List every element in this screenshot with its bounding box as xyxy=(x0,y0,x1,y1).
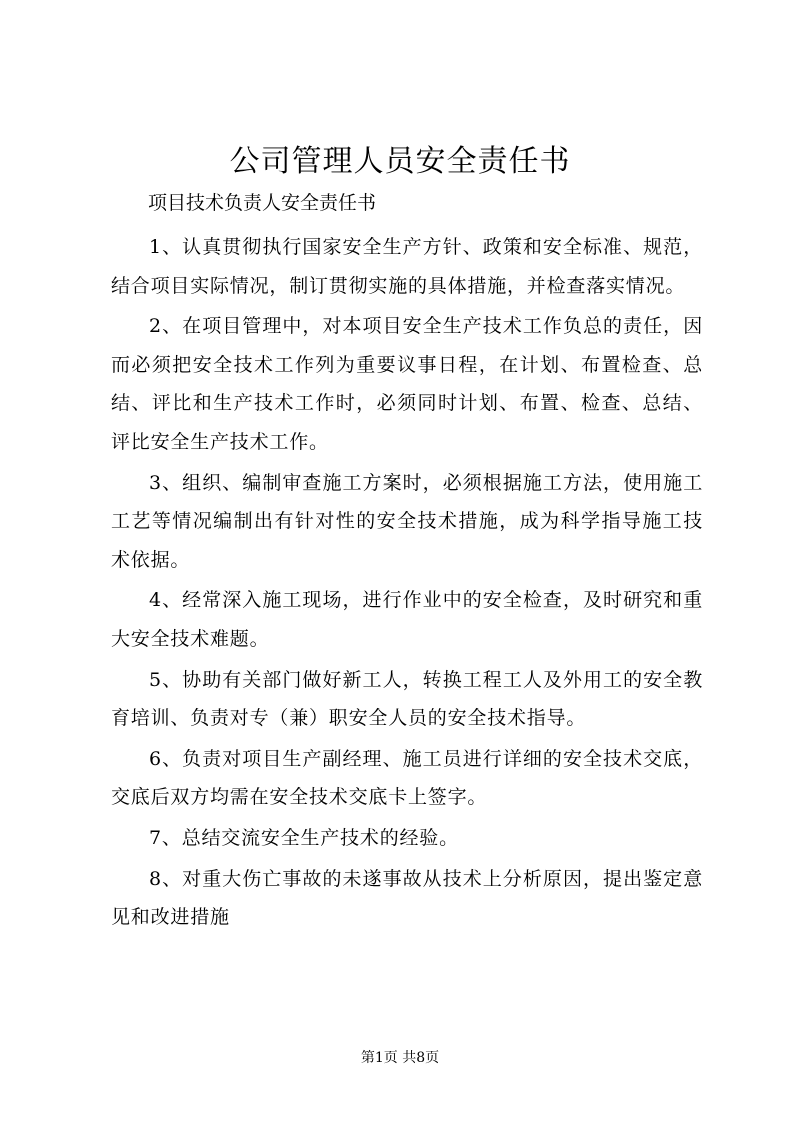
document-subtitle: 项目技术负责人安全责任书 xyxy=(148,192,377,214)
clause-paragraph: 2、在项目管理中，对本项目安全生产技术工作负总的责任，因而必须把安全技术工作列为重要议事日程，在计划、布置检查、总结、评比和生产技术工作时，必须同时计划、布置、检查、总结、评比安全生产技术工作。 xyxy=(111,315,703,453)
clause-paragraph: 3、组织、编制审查施工方案时，必须根据施工方法，使用施工工艺等情况编制出有针对性的安全技术措施，成为科学指导施工技术依据。 xyxy=(111,471,703,571)
clause-paragraph: 6、负责对项目生产副经理、施工员进行详细的安全技术交底，交底后双方均需在安全技术交底卡上签字。 xyxy=(111,747,703,809)
clause-paragraph: 4、经常深入施工现场，进行作业中的安全检查，及时研究和重大安全技术难题。 xyxy=(111,589,703,650)
clause-paragraph: 7、总结交流安全生产技术的经验。 xyxy=(149,826,459,849)
clause-paragraph: 8、对重大伤亡事故的未遂事故从技术上分析原因，提出鉴定意见和改进措施 xyxy=(111,867,703,929)
page-number-footer: 第1页 共8页 xyxy=(360,1050,440,1066)
clause-paragraph: 5、协助有关部门做好新工人，转换工程工人及外用工的安全教育培训、负责对专（兼）职安全人员的安全技术指导。 xyxy=(111,668,703,730)
document-title: 公司管理人员安全责任书 xyxy=(229,144,571,179)
clause-paragraph: 1、认真贯彻执行国家安全生产方针、政策和安全标准、规范，结合项目实际情况，制订贯彻实施的具体措施，并检查落实情况。 xyxy=(111,236,703,297)
document-body xyxy=(111,228,703,939)
